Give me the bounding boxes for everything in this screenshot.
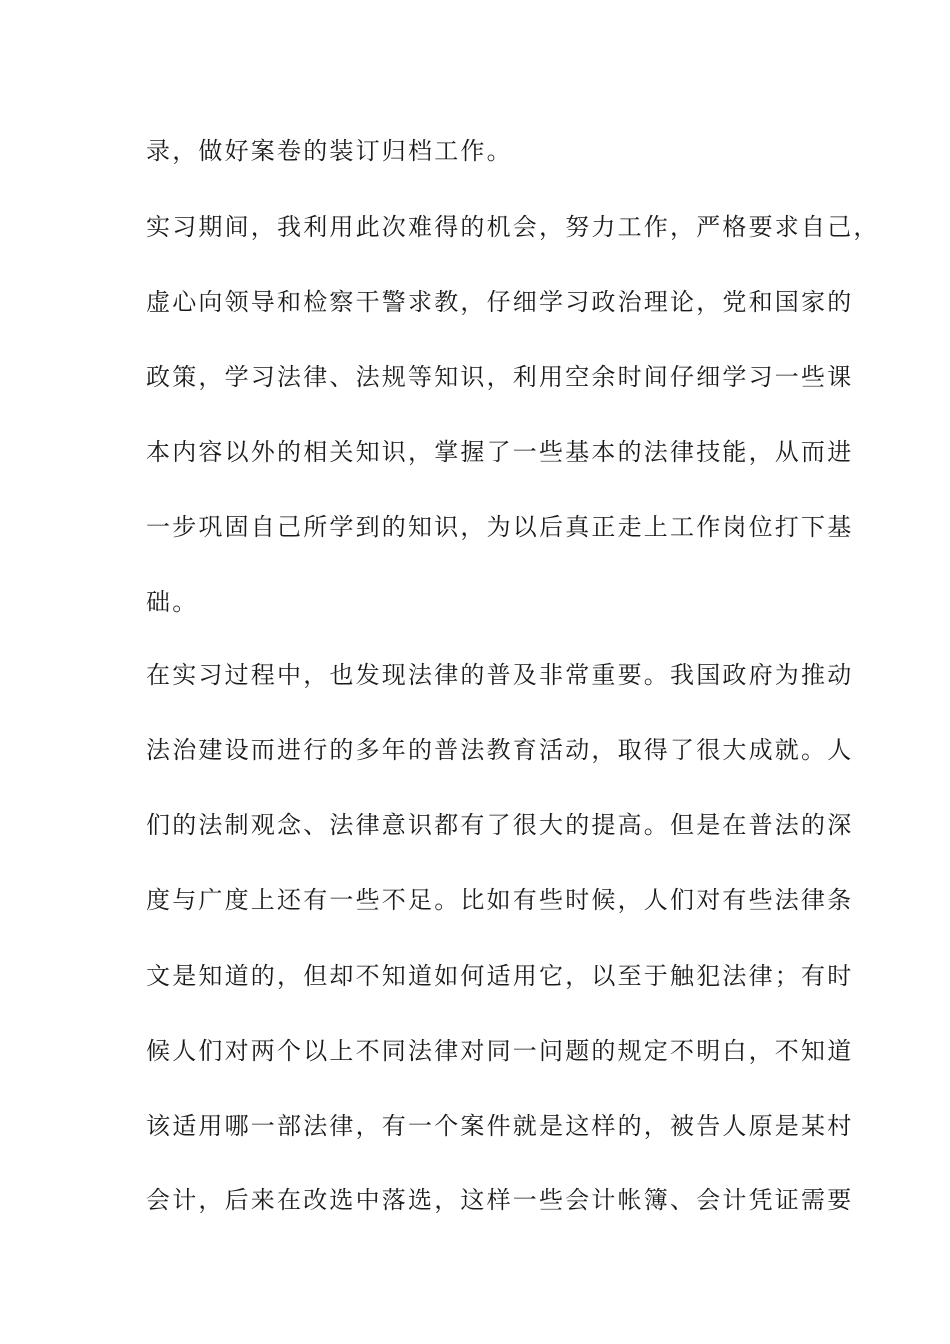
text-line: 度与广度上还有一些不足。比如有些时候，人们对有些法律条 [146,886,854,914]
text-line: 们的法制观念、法律意识都有了很大的提高。但是在普法的深 [146,811,854,839]
text-line: 政策，学习法律、法规等知识，利用空余时间仔细学习一些课 [146,363,854,391]
text-line: 一步巩固自己所学到的知识，为以后真正走上工作岗位打下基 [146,513,854,541]
text-line: 录，做好案卷的装订归档工作。 [146,137,513,165]
text-line: 该适用哪一部法律，有一个案件就是这样的，被告人原是某村 [146,1112,854,1140]
text-line: 在实习过程中，也发现法律的普及非常重要。我国政府为推动 [146,661,854,689]
text-line: 本内容以外的相关知识，掌握了一些基本的法律技能，从而进 [146,438,854,466]
text-line: 文是知道的，但却不知道如何适用它，以至于触犯法律；有时 [146,962,854,990]
text-line: 法治建设而进行的多年的普法教育活动，取得了很大成就。人 [146,736,854,764]
text-line: 础。 [146,588,199,616]
text-line: 候人们对两个以上不同法律对同一问题的规定不明白，不知道 [146,1037,854,1065]
text-line: 虚心向领导和检察干警求教，仔细学习政治理论，党和国家的 [146,288,854,316]
text-line: 会计，后来在改选中落选，这样一些会计帐簿、会计凭证需要 [146,1186,854,1214]
text-line: 实习期间，我利用此次难得的机会，努力工作，严格要求自己， [146,213,880,241]
